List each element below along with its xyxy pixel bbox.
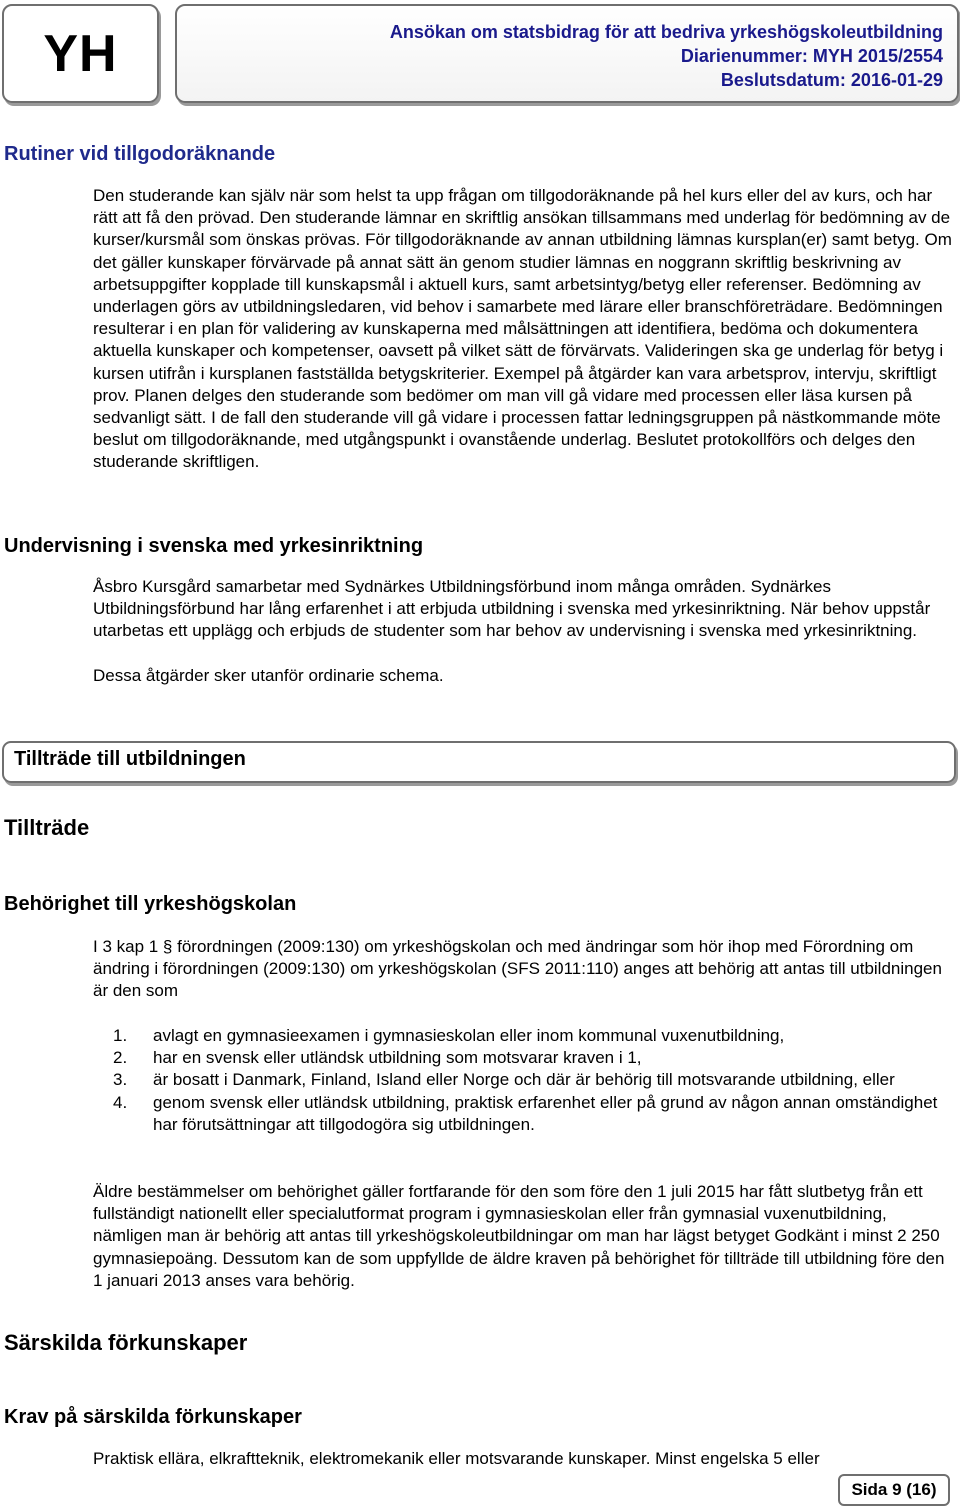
list-item-text: är bosatt i Danmark, Finland, Island eller Norge och där är behörig till motsvarande utbildning, eller: [153, 1070, 895, 1090]
list-item-number: 3.: [113, 1070, 128, 1090]
page-number-box: [838, 1474, 950, 1506]
list-item-text: har en svensk eller utländsk utbildning som motsvarar kraven i 1,: [153, 1048, 642, 1068]
logo-box: [2, 4, 159, 103]
logo: YH: [43, 24, 118, 83]
diarienummer: Diarienummer: MYH 2015/2554: [680, 46, 943, 66]
section-box-tilltrade: [2, 741, 956, 783]
page-number: Sida 9 (16): [851, 1480, 937, 1499]
heading-undervisning: Undervisning i svenska med yrkesinriktning: [4, 535, 424, 557]
document-header: [175, 4, 959, 103]
list-item: [93, 1025, 953, 1047]
paragraph-krav: Praktisk ellära, elkraftteknik, elektromekanik eller motsvarande kunskaper. Minst engelska 5 eller: [93, 1449, 820, 1468]
list-item-text: genom svensk eller utländsk utbildning, praktisk erfarenhet eller på grund av någon annan omständighet har förutsättningar att tillgodogöra sig utbildningen.: [153, 1092, 938, 1134]
list-item-text: avlagt en gymnasieexamen i gymnasieskolan eller inom kommunal vuxenutbildning,: [153, 1026, 785, 1045]
heading-sarskilda: Särskilda förkunskaper: [4, 1330, 248, 1355]
list-item-number: 1.: [113, 1026, 128, 1045]
paragraph-rutiner: Den studerande kan själv när som helst ta upp frågan om tillgodoräknande på hel kurs eller del av kurs, och har rätt att få den prövad. Den studerande lämnar en skriftlig ansökan tillsammans med underlag för bedömning av de kurser/kursmål som önskas prövas. För tillgodoräknande av annan utbildning lämnas kursplan(er) samt betyg. Om det gäller kunskaper förvärvade på annat sätt än genom studier lämnas en noggrann skriftlig beskrivning av arbetsuppgifter kopplade till kunskapsmål i aktuell kurs, samt arbetsintyg/betyg eller referenser. Bedömning av underlagen görs av utbildningsledaren, vid behov i samarbete med lärare eller branschföreträdare. Bedömningen resulterar i en plan för validering av kunskaperna med målsättningen att identifiera, bedöma och dokumentera aktuella kunskaper och kompetenser, oavsett på vilket sätt de förvärvats. Valideringen ska ge underlag för betyg i kursen utifrån i kursplanen fastställda betygskriterier. Exempel på åtgärder kan vara arbetsprov, intervju, skriftligt prov. Planen delges den studerande som bedömer om man vill gå vidare med processen eller läsa kursen på sedvanligt sätt. I de fall den studerande vill gå vidare i processen fattar ledningsgruppen på nästkommande möte beslut om tillgodoräknande, med utgångspunkt i ovanstående underlag. Beslutet protokollförs och delges den studerande skriftligen.: [93, 186, 952, 472]
paragraph-behorighet-intro: I 3 kap 1 § förordningen (2009:130) om yrkeshögskolan och med ändringar som hör ihop med Förordning om ändring i förordningen (2009:130) om yrkeshögskolan (SFS 2011:110) anges att behörig att antas till utbildningen är den som: [93, 937, 942, 1001]
document-title: Ansökan om statsbidrag för att bedriva yrkeshögskoleutbildning: [389, 22, 943, 42]
list-item-number: 2.: [113, 1048, 128, 1068]
heading-tilltrade: Tillträde: [4, 815, 90, 840]
requirements-list: [93, 1025, 953, 1136]
paragraph-undervisning-2: Dessa åtgärder sker utanför ordinarie schema.: [93, 666, 444, 685]
list-item-number: 4.: [113, 1092, 128, 1112]
list-item: [93, 1092, 953, 1136]
section-title-tilltrade: Tillträde till utbildningen: [14, 748, 246, 770]
beslutsdatum: Beslutsdatum: 2016-01-29: [720, 70, 943, 90]
heading-krav: Krav på särskilda förkunskaper: [4, 1406, 302, 1428]
list-item: [93, 1047, 953, 1069]
paragraph-aldre-bestammelser: Äldre bestämmelser om behörighet gäller fortfarande för den som före den 1 juli 2015 har fått slutbetyg från ett fullständigt nationellt eller specialutformat program i gymnasieskolan eller från gymnasial vuxenutbildning, nämligen man är behörig att antas till yrkeshögskoleutbildningar om man har lägst betyget Godkänt i minst 2 250 gymnasiepoäng. Dessutom kan de som uppfyllde de äldre kraven på behörighet för tillträde till utbildning före den 1 januari 2013 anses vara behörig.: [93, 1182, 945, 1290]
heading-behorighet: Behörighet till yrkeshögskolan: [4, 893, 297, 915]
heading-rutiner: Rutiner vid tillgodoräknande: [4, 143, 276, 165]
paragraph-undervisning: Åsbro Kursgård samarbetar med Sydnärkes Utbildningsförbund inom många områden. Sydnärkes Utbildningsförbund har lång erfarenhet i att erbjuda utbildning i svenska med yrkesinriktning. När behov uppstår utarbetas ett upplägg och erbjuds de studenter som har behov av undervisning i svenska med yrkesinriktning.: [93, 577, 931, 641]
list-item: [93, 1069, 953, 1091]
